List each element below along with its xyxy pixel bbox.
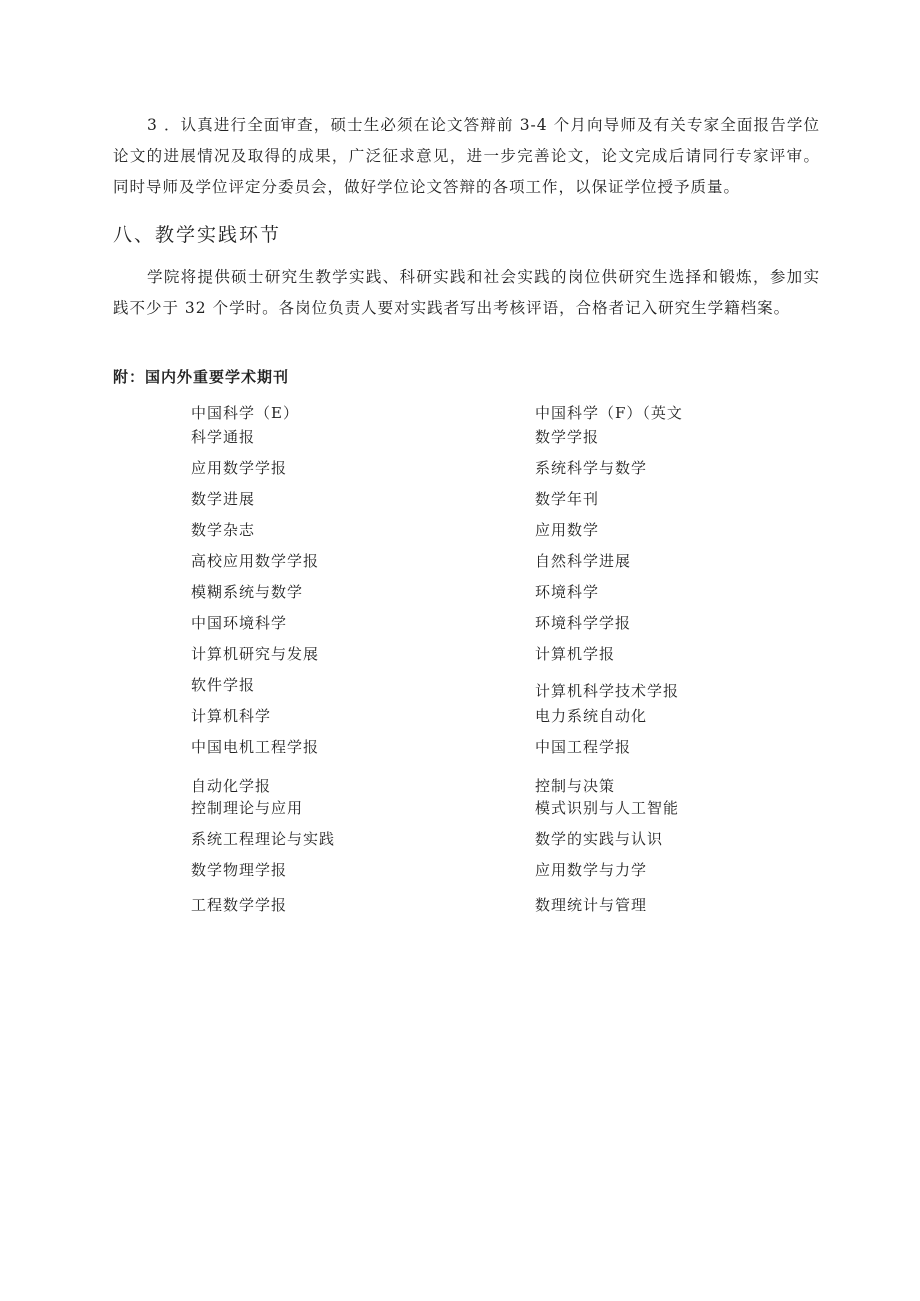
journal-item: 数学杂志	[191, 521, 256, 539]
journal-item: 应用数学学报	[191, 459, 288, 477]
journal-item: 自然科学进展	[535, 552, 632, 570]
journal-item: 中国科学（F）（英文	[535, 404, 683, 422]
journal-item: 工程数学学报	[191, 896, 288, 914]
journal-item: 环境科学	[535, 583, 600, 601]
journal-item: 模式识别与人工智能	[535, 799, 680, 817]
journal-item: 系统工程理论与实践	[191, 830, 336, 848]
thesis-review-paragraph: 3 ．认真进行全面审查，硕士生必须在论文答辩前 3-4 个月向导师及有关专家全面报告学位论文的进展情况及取得的成果，广泛征求意见，进一步完善论文，论文完成后请同行专家评审。同时导师及学位评定分委员会，做好学位论文答辩的各项工作，以保证学位授予质量。	[113, 116, 820, 196]
journal-item: 数学年刊	[535, 490, 600, 508]
teaching-practice-paragraph: 学院将提供硕士研究生教学实践、科研实践和社会实践的岗位供研究生选择和锻炼，参加实践不少于 32 个学时。各岗位负责人要对实践者写出考核评语，合格者记入研究生学籍档案。	[113, 268, 820, 317]
section-heading-teaching-practice: 八、教学实践环节	[113, 224, 282, 246]
journal-item: 数学物理学报	[191, 861, 288, 879]
journal-item: 计算机科学	[191, 707, 272, 725]
journal-item: 中国工程学报	[535, 738, 632, 756]
journal-item: 数理统计与管理	[535, 896, 648, 914]
journal-item: 控制与决策	[535, 777, 616, 795]
journal-item: 计算机学报	[535, 645, 616, 663]
journal-item: 高校应用数学学报	[191, 552, 320, 570]
journal-item: 应用数学与力学	[535, 861, 648, 879]
journal-item: 环境科学学报	[535, 614, 632, 632]
journal-item: 电力系统自动化	[535, 707, 648, 725]
journal-item: 计算机科学技术学报	[535, 682, 680, 700]
journal-item: 中国电机工程学报	[191, 738, 320, 756]
journal-item: 控制理论与应用	[191, 799, 304, 817]
appendix-title: 附：国内外重要学术期刊	[113, 368, 290, 386]
journal-item: 数学的实践与认识	[535, 830, 664, 848]
journal-item: 计算机研究与发展	[191, 645, 320, 663]
journal-item: 模糊系统与数学	[191, 583, 304, 601]
journal-item: 中国科学（E）	[191, 404, 299, 422]
journal-item: 软件学报	[191, 676, 256, 694]
journal-item: 系统科学与数学	[535, 459, 648, 477]
journal-item: 数学进展	[191, 490, 256, 508]
journal-item: 科学通报	[191, 428, 256, 446]
journal-item: 数学学报	[535, 428, 600, 446]
journal-item: 应用数学	[535, 521, 600, 539]
journal-item: 中国环境科学	[191, 614, 288, 632]
journal-item: 自动化学报	[191, 777, 272, 795]
